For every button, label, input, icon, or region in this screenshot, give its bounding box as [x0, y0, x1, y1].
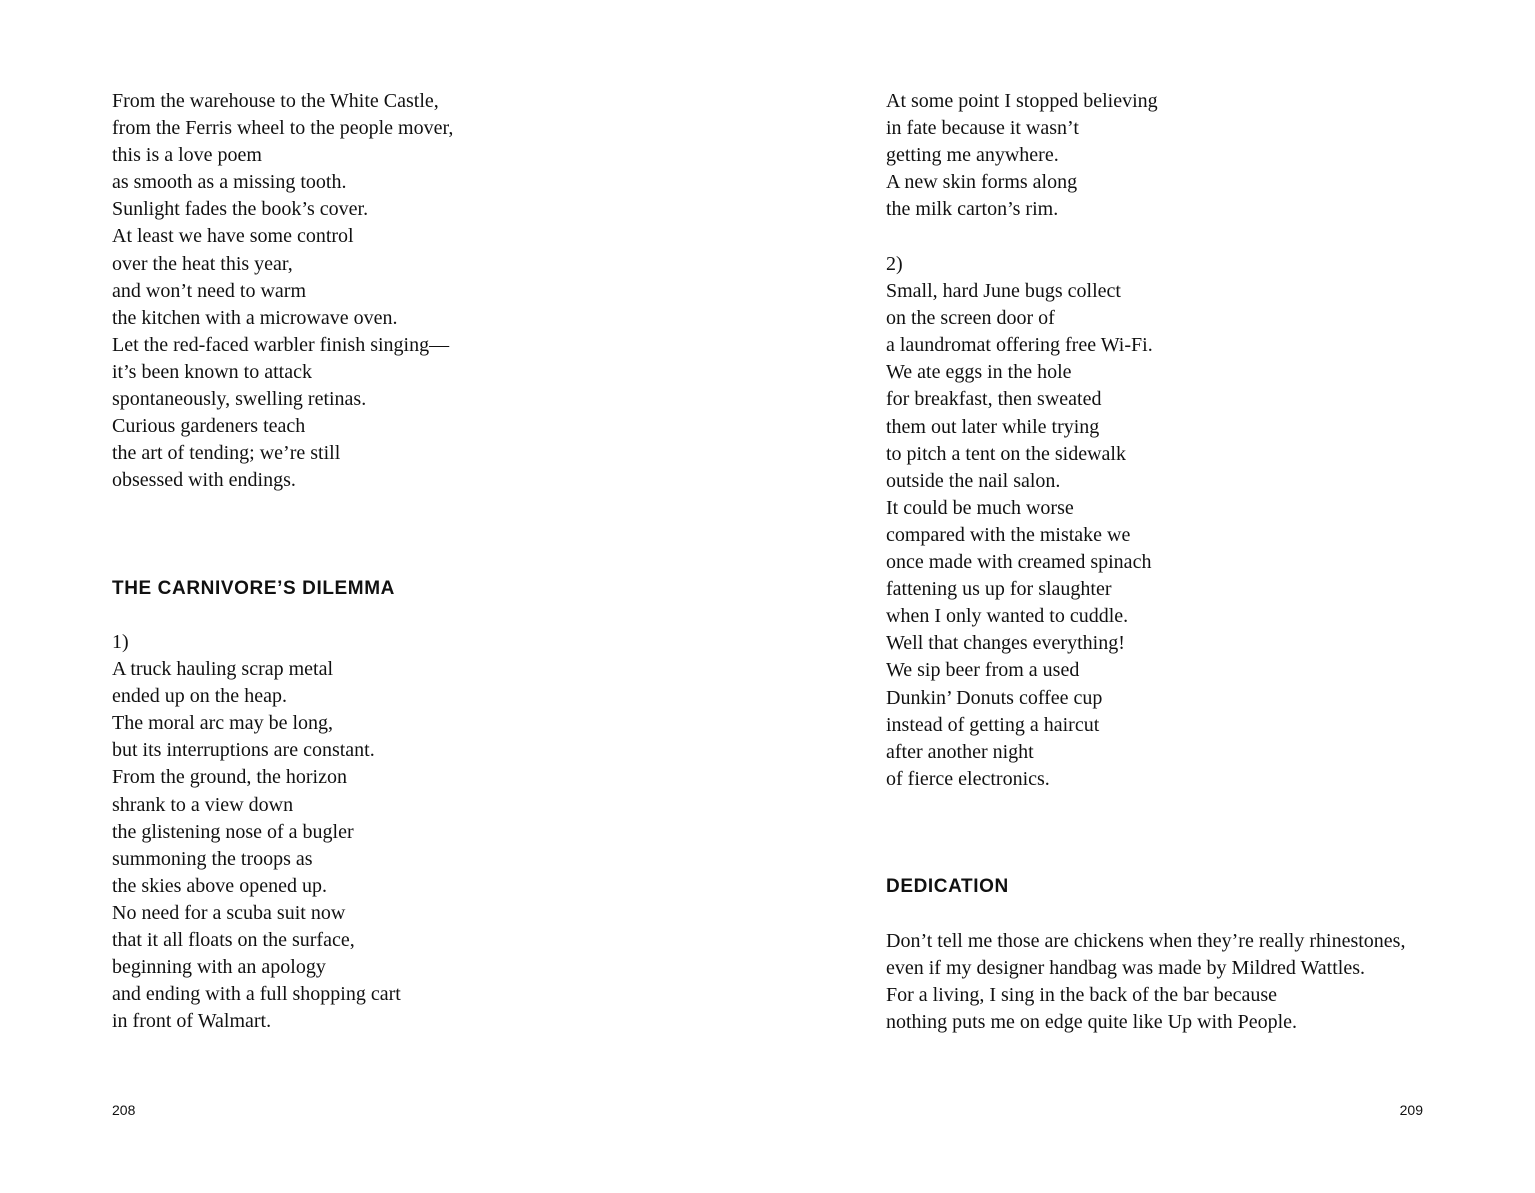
poem-line: shrank to a view down: [112, 793, 294, 816]
poem-line: once made with creamed spinach: [886, 551, 1152, 574]
poem-line: when I only wanted to cuddle.: [886, 605, 1129, 628]
poem-line: it’s been known to attack: [112, 360, 312, 383]
poem-line: The moral arc may be long,: [112, 712, 334, 735]
poem-line: nothing puts me on edge quite like Up with People.: [886, 1011, 1298, 1034]
poem-title: THE CARNIVORE’S DILEMMA: [112, 578, 395, 599]
poem-line: a laundromat offering free Wi-Fi.: [886, 334, 1153, 357]
dedication-title: DEDICATION: [886, 876, 1009, 897]
poem-line: Well that changes everything!: [886, 632, 1125, 655]
poem-line: For a living, I sing in the back of the bar because: [886, 984, 1277, 1007]
poem-section-1: [112, 629, 401, 1035]
poem-line: Small, hard June bugs collect: [886, 280, 1121, 303]
poem-line: Sunlight fades the book’s cover.: [112, 198, 369, 221]
poem-continued: [112, 88, 453, 494]
section-label: 1): [112, 631, 129, 653]
poem-line: fattening us up for slaughter: [886, 578, 1112, 601]
poem-line: as smooth as a missing tooth.: [112, 171, 347, 194]
poem-line: A new skin forms along: [886, 171, 1078, 194]
poem-line: compared with the mistake we: [886, 523, 1131, 546]
dedication-body: [886, 928, 1405, 1036]
poem-line: from the Ferris wheel to the people mover,: [112, 117, 454, 140]
poem-section-2: [886, 251, 1153, 793]
poem-line: after another night: [886, 740, 1034, 763]
poem-line: From the ground, the horizon: [112, 766, 347, 789]
poem-line: Don’t tell me those are chickens when they’re really rhinestones,: [886, 930, 1406, 952]
poem-line: them out later while trying: [886, 415, 1100, 438]
poem-line: From the warehouse to the White Castle,: [112, 90, 439, 112]
page-number-right: 209: [1399, 1102, 1423, 1118]
poem-line: We sip beer from a used: [886, 659, 1080, 682]
poem-line: for breakfast, then sweated: [886, 388, 1102, 411]
left-page: [0, 0, 767, 1193]
poem-line: Curious gardeners teach: [112, 415, 306, 438]
poem-line: A truck hauling scrap metal: [112, 658, 334, 681]
poem-line: the kitchen with a microwave oven.: [112, 306, 398, 329]
poem-line: and ending with a full shopping cart: [112, 983, 401, 1006]
poem-line: spontaneously, swelling retinas.: [112, 388, 367, 411]
poem-line: the art of tending; we’re still: [112, 442, 341, 465]
poem-line: At some point I stopped believing: [886, 90, 1158, 112]
poem-line: even if my designer handbag was made by Mildred Wattles.: [886, 957, 1366, 980]
poem-line: the skies above opened up.: [112, 874, 327, 897]
poem-line: No need for a scuba suit now: [112, 901, 346, 924]
poem-line: the milk carton’s rim.: [886, 198, 1059, 221]
poem-line: in fate because it wasn’t: [886, 117, 1079, 140]
poem-section-1-end: [886, 88, 1158, 223]
poem-line: the glistening nose of a bugler: [112, 820, 354, 843]
poem-line: Dunkin’ Donuts coffee cup: [886, 686, 1103, 709]
poem-line: and won’t need to warm: [112, 279, 307, 302]
poem-line: beginning with an apology: [112, 956, 326, 979]
page-number-left: 208: [112, 1102, 136, 1118]
poem-line: At least we have some control: [112, 225, 354, 248]
right-page: [767, 0, 1535, 1193]
poem-line: ended up on the heap.: [112, 685, 287, 708]
poem-line: of fierce electronics.: [886, 767, 1050, 790]
poem-line: to pitch a tent on the sidewalk: [886, 442, 1126, 465]
poem-line: but its interruptions are constant.: [112, 739, 375, 762]
poem-line: getting me anywhere.: [886, 144, 1059, 167]
poem-line: outside the nail salon.: [886, 469, 1061, 492]
poem-line: on the screen door of: [886, 307, 1055, 330]
poem-line: obsessed with endings.: [112, 469, 296, 492]
poem-line: We ate eggs in the hole: [886, 361, 1072, 384]
poem-line: summoning the troops as: [112, 847, 313, 870]
poem-line: this is a love poem: [112, 144, 262, 167]
poem-line: instead of getting a haircut: [886, 713, 1100, 736]
section-label: 2): [886, 253, 903, 275]
poem-line: in front of Walmart.: [112, 1010, 272, 1033]
poem-line: It could be much worse: [886, 496, 1074, 519]
poem-line: that it all floats on the surface,: [112, 929, 355, 952]
poem-line: Let the red-faced warbler finish singing—: [112, 333, 450, 356]
poem-line: over the heat this year,: [112, 252, 293, 275]
